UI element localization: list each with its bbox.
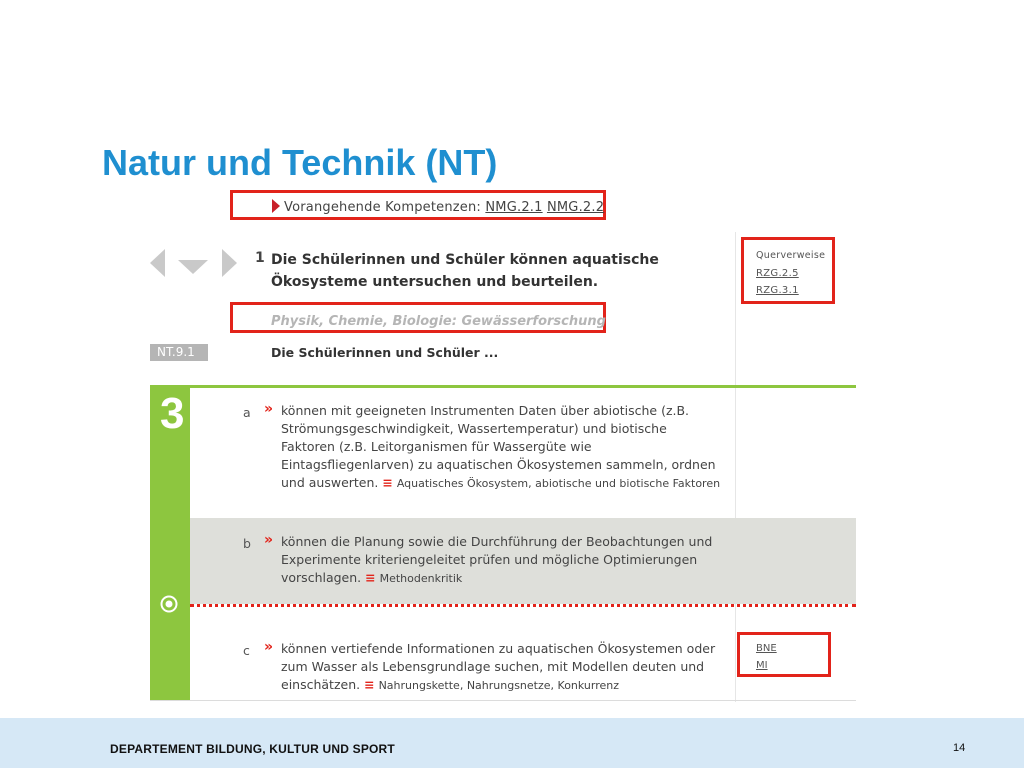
row-c-letter: c: [243, 643, 250, 658]
row-c-keywords: Nahrungskette, Nahrungsnetze, Konkurrenz: [378, 679, 620, 692]
slide-title: Natur und Technik (NT): [102, 142, 498, 183]
row-c-text: [281, 640, 721, 695]
link-rzg-3-1[interactable]: RZG.3.1: [756, 285, 799, 296]
level-number: 3: [160, 389, 185, 438]
row-a-description: können mit geeigneten Instrumenten Daten über abiotische (z.B. Strömungsgeschwindigkeit, Wassertemperatur) und biotische Faktoren (z.B. Leitorganismen für Wassergüte wie Eintagsfliegenlarven) zu aquatischen Ökosystemen sammeln, ordnen und auswerten.: [281, 403, 716, 490]
chevron-icon: »: [264, 401, 274, 417]
competence-code-badge: NT.9.1: [150, 344, 208, 361]
row-b-text: [281, 533, 721, 588]
page-number: 14: [953, 742, 966, 754]
dotted-separator: [190, 604, 856, 607]
highlight-box-row-c-links: [737, 632, 831, 677]
footer-wave-edge: [0, 712, 1024, 724]
row-b-keywords: Methodenkritik: [379, 572, 463, 585]
previous-competences-row: [272, 199, 604, 215]
keyword-marker-icon: ≡: [364, 677, 375, 692]
keyword-marker-icon: ≡: [382, 475, 393, 490]
link-nmg-2-1[interactable]: NMG.2.1: [485, 200, 543, 215]
competence-number: 1: [255, 250, 265, 266]
arrow-down-icon[interactable]: [178, 260, 208, 274]
row-c-links: [756, 640, 777, 674]
table-bottom-line: [150, 700, 856, 701]
link-bne[interactable]: BNE: [756, 643, 777, 654]
level-top-bar: [150, 385, 856, 388]
link-nmg-2-2[interactable]: NMG.2.2: [546, 200, 605, 215]
cross-references-label: Querverweise: [756, 250, 826, 261]
intro-text: Die Schülerinnen und Schüler ...: [271, 345, 499, 360]
row-b-letter: b: [243, 536, 251, 551]
keyword-marker-icon: ≡: [365, 570, 376, 585]
row-a-keywords: Aquatisches Ökosystem, abiotische und biotische Faktoren: [396, 477, 721, 490]
arrow-right-icon[interactable]: [222, 249, 237, 277]
arrow-left-icon[interactable]: [150, 249, 165, 277]
link-mi[interactable]: MI: [756, 660, 768, 671]
previous-label: Vorangehende Kompetenzen:: [284, 200, 482, 215]
target-icon: [160, 595, 178, 613]
row-a-letter: a: [243, 405, 251, 420]
link-rzg-2-5[interactable]: RZG.2.5: [756, 268, 799, 279]
triangle-marker-icon: [272, 199, 280, 213]
row-c-description: können vertiefende Informationen zu aquatischen Ökosystemen oder zum Wasser als Lebensgrundlage suchen, mit Modellen deuten und einschätzen.: [281, 641, 716, 692]
row-b-description: können die Planung sowie die Durchführung der Beobachtungen und Experimente kriteriengeleitet prüfen und mögliche Optimierungen vorschlagen.: [281, 534, 713, 585]
competence-headline: Die Schülerinnen und Schüler können aquatische Ökosysteme untersuchen und beurteilen.: [271, 252, 659, 290]
column-divider: [735, 232, 736, 702]
chevron-icon: »: [264, 532, 274, 548]
cross-references: [756, 250, 825, 299]
chevron-icon: »: [264, 639, 274, 655]
footer-department: DEPARTEMENT BILDUNG, KULTUR UND SPORT: [110, 742, 395, 756]
row-a-text: [281, 402, 721, 493]
subject-line: Physik, Chemie, Biologie: Gewässerforschung: [271, 314, 606, 329]
